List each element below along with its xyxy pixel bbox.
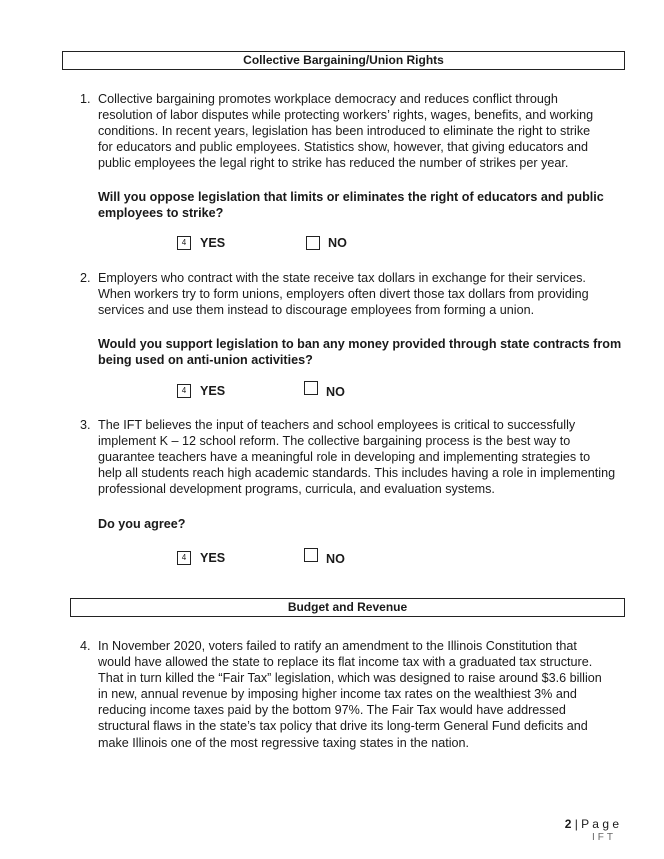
no-checkbox[interactable] (304, 381, 318, 395)
text-line: The IFT believes the input of teachers and school employees is critical to successfully (98, 418, 576, 432)
yes-label: YES (200, 236, 226, 250)
item-1-text (98, 91, 593, 171)
text-line: public employees the legal right to strike has reduced the number of strikes per year. (98, 156, 569, 171)
text-line: would have allowed the state to replace its flat income tax with a graduated tax structure. (98, 655, 593, 670)
question-line: Would you support legislation to ban any money provided through state contracts from (98, 337, 622, 351)
section-title: Collective Bargaining/Union Rights (243, 53, 444, 67)
text-line: for educators and public employees. Statistics show, however, that giving educators and (98, 140, 589, 155)
no-checkbox[interactable] (304, 548, 318, 562)
item-3-question (98, 516, 185, 532)
yes-label: YES (200, 551, 226, 565)
question-line: employees to strike? (98, 206, 224, 221)
yes-checkbox[interactable]: 4 (177, 384, 191, 398)
text-line: structural flaws in the state’s tax policy that drive its long-term General Fund deficits and (98, 719, 588, 734)
text-line: implement K – 12 school reform. The collective bargaining process is the best way to (98, 434, 571, 449)
text-line: guarantee teachers have a meaningful role in developing and implementing strategies to (98, 450, 591, 465)
item-3-text (98, 417, 615, 497)
text-line: resolution of labor disputes while protecting workers’ rights, wages, benefits, and working (98, 108, 594, 123)
no-label: NO (326, 385, 345, 399)
question-line: Will you oppose legislation that limits or eliminates the right of educators and public (98, 190, 604, 204)
item-4-text (98, 638, 602, 751)
item-number: 3. (80, 418, 91, 432)
no-label: NO (326, 552, 345, 566)
section-header-budget-revenue (70, 598, 625, 617)
text-line: help all students reach high academic standards. This includes having a role in implementing (98, 466, 616, 481)
page-number-value: 2 (564, 817, 572, 831)
footer-org: IFT (592, 832, 616, 843)
item-2-question (98, 336, 621, 368)
item-2-text (98, 270, 589, 318)
text-line: in new, annual revenue by imposing higher income tax rates on the wealthiest 3% and (98, 687, 577, 702)
text-line: Employers who contract with the state receive tax dollars in exchange for their services. (98, 271, 586, 285)
question-line: Do you agree? (98, 517, 186, 531)
question-line: being used on anti-union activities? (98, 353, 313, 368)
text-line: reducing income taxes paid by the bottom 97%. The Fair Tax would have addressed (98, 703, 566, 718)
page-label: | P a g e (574, 817, 619, 831)
text-line: In November 2020, voters failed to ratify an amendment to the Illinois Constitution that (98, 639, 577, 653)
text-line: professional development programs, curricula, and evaluation systems. (98, 482, 495, 497)
text-line: That in turn killed the “Fair Tax” legislation, which was designed to raise around $3.6 billion (98, 671, 602, 686)
section-header-collective-bargaining (62, 51, 625, 70)
item-number: 4. (80, 639, 91, 653)
text-line: services and use them instead to discourage employees from forming a union. (98, 303, 535, 318)
no-checkbox[interactable] (306, 236, 320, 250)
item-number: 1. (80, 92, 91, 106)
item-number: 2. (80, 271, 91, 285)
yes-checkbox[interactable]: 4 (177, 236, 191, 250)
item-1-question (98, 189, 604, 221)
text-line: make Illinois one of the most regressive taxing states in the nation. (98, 735, 470, 750)
yes-checkbox[interactable]: 4 (177, 551, 191, 565)
text-line: Collective bargaining promotes workplace democracy and reduces conflict through (98, 92, 558, 106)
yes-label: YES (200, 384, 226, 398)
no-label: NO (328, 236, 347, 250)
text-line: conditions. In recent years, legislation has been introduced to eliminate the right to strike (98, 124, 591, 139)
text-line: When workers try to form unions, employers often divert those tax dollars from providing (98, 287, 589, 302)
section-title: Budget and Revenue (287, 600, 408, 614)
page-number (565, 817, 619, 831)
